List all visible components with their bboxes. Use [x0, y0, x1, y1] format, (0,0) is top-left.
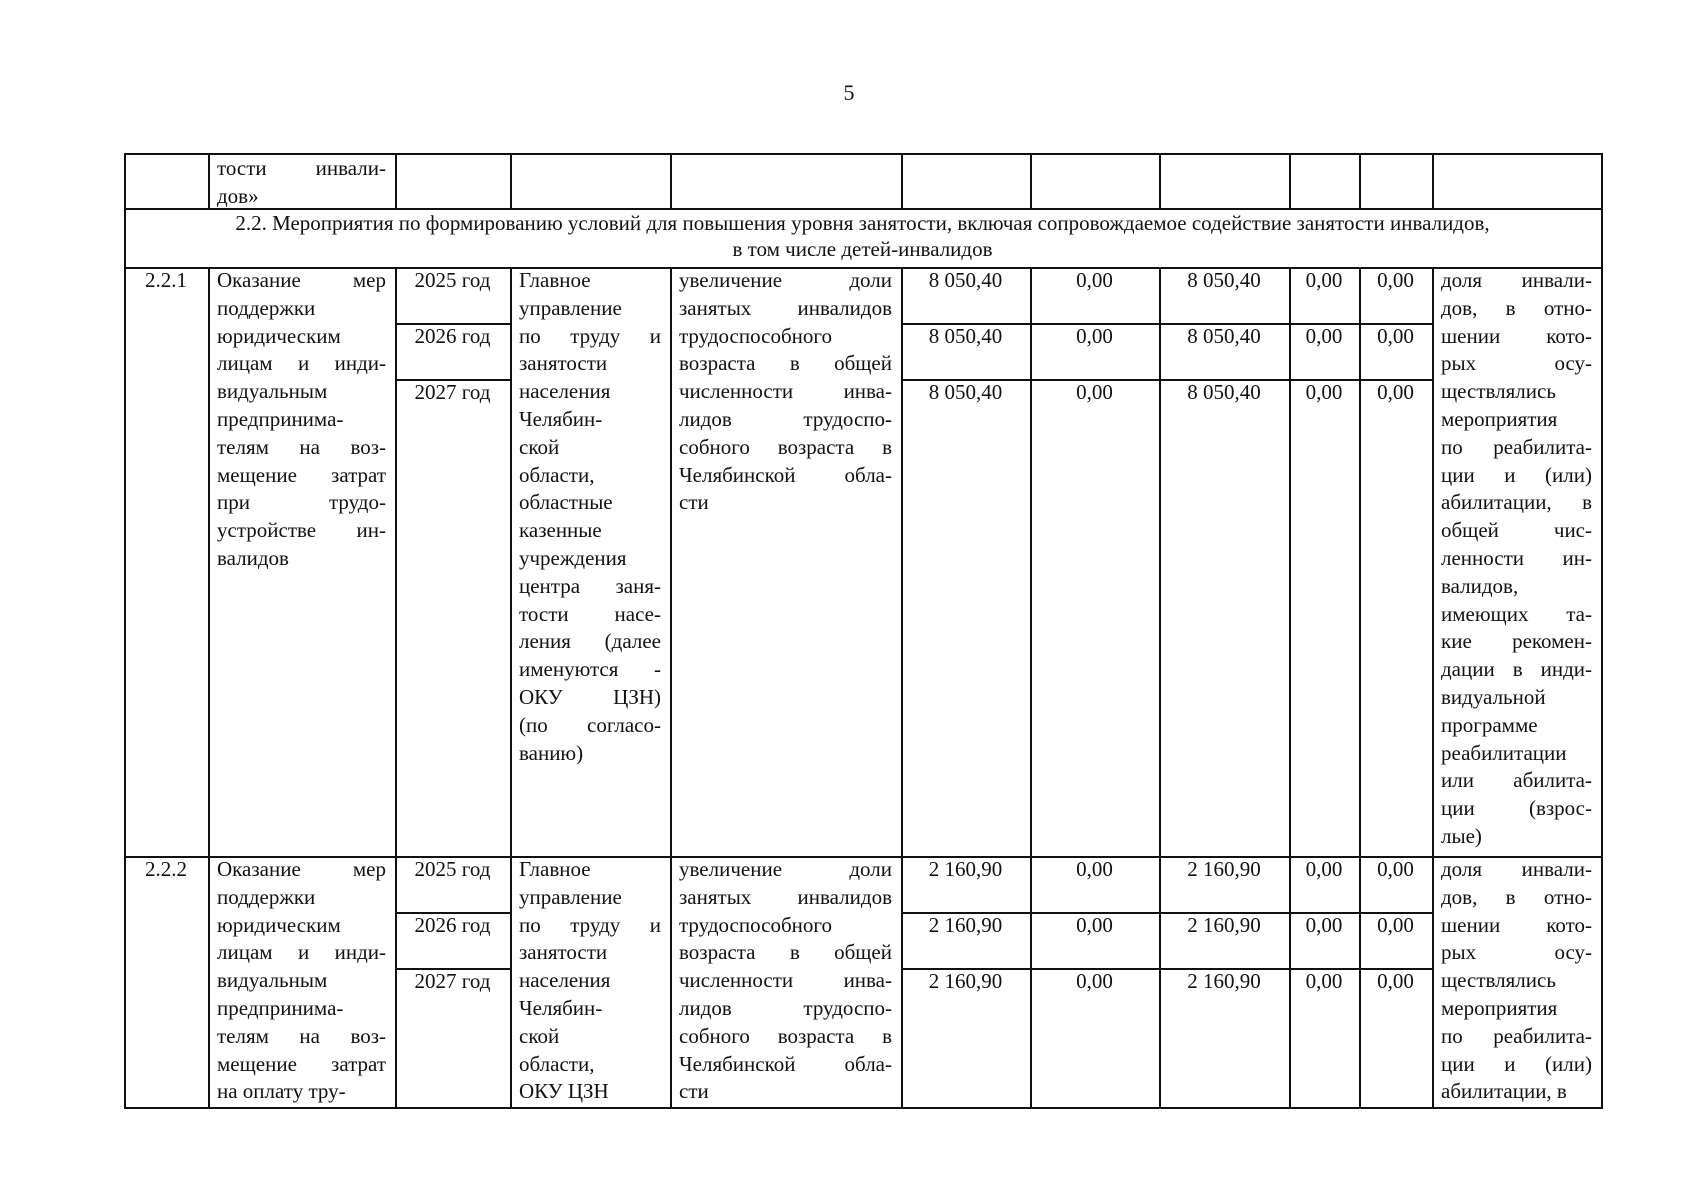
column-divider	[1030, 153, 1032, 208]
text-line: видуальным	[217, 968, 328, 993]
row-number: 2.2.1	[145, 268, 187, 292]
text-line: лые)	[1441, 823, 1482, 848]
text-line: собного возраста в	[679, 434, 892, 459]
amount-federal: 0,00	[1076, 380, 1113, 404]
amount-federal: 0,00	[1076, 857, 1113, 881]
amount-total: 8 050,40	[928, 268, 1003, 292]
text-line: численности инва-	[679, 968, 892, 993]
text-line: программе	[1441, 712, 1538, 737]
amount-local: 0,00	[1305, 913, 1343, 937]
text-line: населения	[519, 968, 611, 993]
amount-federal: 0,00	[1076, 913, 1113, 937]
column-divider	[1359, 153, 1361, 208]
text-line: по труду и	[519, 912, 661, 937]
text-line: валидов	[217, 545, 289, 570]
text-line: рых осу-	[1441, 940, 1592, 965]
text-line: валидов,	[1441, 573, 1519, 598]
amount-other: 0,00	[1377, 268, 1414, 292]
text-line: ществлялись	[1441, 968, 1556, 993]
result-cell	[670, 267, 901, 856]
text-line: возраста в общей	[679, 940, 892, 965]
text-line: телям на воз-	[217, 434, 386, 459]
text-line: занятых инвалидов	[679, 295, 892, 320]
text-line: увеличение доли	[679, 268, 892, 292]
row-number: 2.2.2	[145, 857, 187, 881]
text-line: рых осу-	[1441, 351, 1592, 376]
text-line: управление	[519, 884, 622, 909]
text-line: лицам и инди-	[217, 940, 386, 965]
text-line: Главное	[519, 268, 591, 292]
text-line: занятости	[519, 940, 608, 965]
text-line: реабилитации	[1441, 740, 1567, 765]
text-line: ции и (или)	[1441, 1051, 1592, 1076]
text-line: видуальной	[1441, 684, 1546, 709]
section-heading	[124, 208, 1601, 267]
text-line: ществлялись	[1441, 379, 1556, 404]
column-divider	[670, 153, 672, 208]
amount-regional: 2 160,90	[1187, 857, 1261, 881]
amount-other: 0,00	[1377, 857, 1414, 881]
column-divider	[1432, 153, 1434, 208]
text-line: трудоспособного	[679, 912, 832, 937]
amount-local: 0,00	[1305, 268, 1343, 292]
text-line: по реабилита-	[1441, 434, 1592, 459]
amount-regional: 2 160,90	[1187, 913, 1261, 937]
amount-local: 0,00	[1305, 857, 1343, 881]
text-line: Оказание мер	[217, 268, 386, 292]
text-line: (по согласо-	[519, 712, 661, 737]
text-line: по труду и	[519, 323, 661, 348]
amount-regional: 8 050,40	[1187, 380, 1261, 404]
year-cell: 2025 год	[414, 857, 491, 881]
year-cell: 2027 год	[414, 969, 491, 993]
text-line: ции (взрос-	[1441, 796, 1592, 821]
column-divider	[1159, 153, 1161, 208]
text-line: ской	[519, 1023, 560, 1048]
indicator-cell	[1432, 856, 1601, 1107]
text-line: предпринима-	[217, 995, 344, 1020]
result-cell	[670, 856, 901, 1107]
text-line: управление	[519, 295, 622, 320]
text-line: ленности ин-	[1441, 545, 1592, 570]
text-line: увеличение доли	[679, 857, 892, 881]
amount-total: 8 050,40	[928, 324, 1003, 348]
text-line: поддержки	[217, 884, 316, 909]
amount-local: 0,00	[1305, 380, 1343, 404]
section-heading-line: в том числе детей-инвалидов	[732, 237, 993, 261]
amount-regional: 8 050,40	[1187, 268, 1261, 292]
column-divider	[1289, 153, 1291, 208]
measure-name-cell	[208, 856, 395, 1107]
amount-total: 8 050,40	[928, 380, 1003, 404]
text-line: Челябинской обла-	[679, 1051, 892, 1076]
amount-other: 0,00	[1377, 324, 1414, 348]
text-line: общей чис-	[1441, 518, 1592, 543]
amount-total: 2 160,90	[928, 969, 1003, 993]
text-line: именуются -	[519, 657, 661, 682]
text-line: сти	[679, 1079, 709, 1104]
text-line: устройстве ин-	[217, 518, 386, 543]
text-line: Оказание мер	[217, 857, 386, 881]
text-line: возраста в общей	[679, 351, 892, 376]
text-line: шении кото-	[1441, 323, 1592, 348]
text-line: ции и (или)	[1441, 462, 1592, 487]
text-line: шении кото-	[1441, 912, 1592, 937]
text-line: ской	[519, 434, 560, 459]
text-line: мещение затрат	[217, 462, 386, 487]
text-line: дов, в отно-	[1441, 295, 1592, 320]
column-divider	[395, 153, 397, 208]
amount-total: 2 160,90	[928, 913, 1003, 937]
text-line: юридическим	[217, 912, 341, 937]
amount-total: 2 160,90	[928, 857, 1003, 881]
text-line: областные	[519, 490, 613, 515]
text-line: мероприятия	[1441, 995, 1558, 1020]
amount-other: 0,00	[1377, 380, 1414, 404]
text-line: поддержки	[217, 295, 316, 320]
text-line: дации в инди-	[1441, 657, 1592, 682]
text-line: казенные	[519, 518, 602, 543]
text-line: ОКУ ЦЗН	[519, 1079, 609, 1104]
text-line: Челябин-	[519, 406, 603, 431]
text-line: области,	[519, 462, 595, 487]
text-line: абилитации, в	[1441, 490, 1592, 515]
amount-regional: 8 050,40	[1187, 324, 1261, 348]
text-line: по реабилита-	[1441, 1023, 1592, 1048]
text-line: тости насе-	[519, 601, 661, 626]
amount-federal: 0,00	[1076, 324, 1113, 348]
text-line: ОКУ ЦЗН)	[519, 684, 661, 709]
text-line: Челябин-	[519, 995, 603, 1020]
amount-other: 0,00	[1377, 969, 1414, 993]
amount-regional: 2 160,90	[1187, 969, 1261, 993]
text-line: численности инва-	[679, 379, 892, 404]
text-line: предпринима-	[217, 406, 344, 431]
indicator-cell	[1432, 267, 1601, 856]
text-line: трудоспособного	[679, 323, 832, 348]
section-heading-line: 2.2. Мероприятия по формированию условий для повышения уровня занятости, включая сопровождаемое содействие занятости инвалидов,	[235, 211, 1490, 235]
amount-federal: 0,00	[1076, 268, 1113, 292]
text-line: абилитации, в	[1441, 1079, 1567, 1104]
amount-local: 0,00	[1305, 324, 1343, 348]
page-number: 5	[843, 80, 855, 105]
executor-cell	[510, 267, 670, 856]
text-line: занятости	[519, 351, 608, 376]
text-line: кие рекомен-	[1441, 629, 1592, 654]
column-divider	[901, 153, 903, 208]
text-line: центра заня-	[519, 573, 661, 598]
text-line: видуальным	[217, 379, 328, 404]
year-cell: 2025 год	[414, 268, 491, 292]
measure-name-cell	[208, 267, 395, 856]
text-line: мероприятия	[1441, 406, 1558, 431]
text-line: учреждения	[519, 545, 627, 570]
text-line: юридическим	[217, 323, 341, 348]
column-divider	[510, 153, 512, 208]
text-line: мещение затрат	[217, 1051, 386, 1076]
amount-local: 0,00	[1305, 969, 1343, 993]
amount-other: 0,00	[1377, 913, 1414, 937]
text-line: или абилита-	[1441, 768, 1592, 793]
table-right-border	[1601, 153, 1603, 1107]
text-line: дов»	[217, 183, 259, 208]
text-line: ления (далее	[519, 629, 661, 654]
text-line: лицам и инди-	[217, 351, 386, 376]
text-line: населения	[519, 379, 611, 404]
text-line: собного возраста в	[679, 1023, 892, 1048]
text-line: доля инвали-	[1441, 268, 1592, 292]
text-line: ванию)	[519, 740, 584, 765]
text-line: телям на воз-	[217, 1023, 386, 1048]
text-line: лидов трудоспо-	[679, 995, 892, 1020]
amount-federal: 0,00	[1076, 969, 1113, 993]
text-line: области,	[519, 1051, 595, 1076]
text-line: тости инвали-	[217, 156, 386, 180]
year-cell: 2026 год	[414, 324, 491, 348]
table-bottom-border	[124, 1107, 1603, 1109]
text-line: на оплату тру-	[217, 1079, 346, 1104]
year-cell: 2026 год	[414, 913, 491, 937]
text-line: при трудо-	[217, 490, 386, 515]
text-line: Челябинской обла-	[679, 462, 892, 487]
text-line: занятых инвалидов	[679, 884, 892, 909]
continued-name-cell	[208, 155, 395, 210]
executor-cell	[510, 856, 670, 1107]
text-line: имеющих та-	[1441, 601, 1592, 626]
text-line: сти	[679, 490, 709, 515]
year-cell: 2027 год	[414, 380, 491, 404]
text-line: доля инвали-	[1441, 857, 1592, 881]
text-line: Главное	[519, 857, 591, 881]
text-line: дов, в отно-	[1441, 884, 1592, 909]
text-line: лидов трудоспо-	[679, 406, 892, 431]
